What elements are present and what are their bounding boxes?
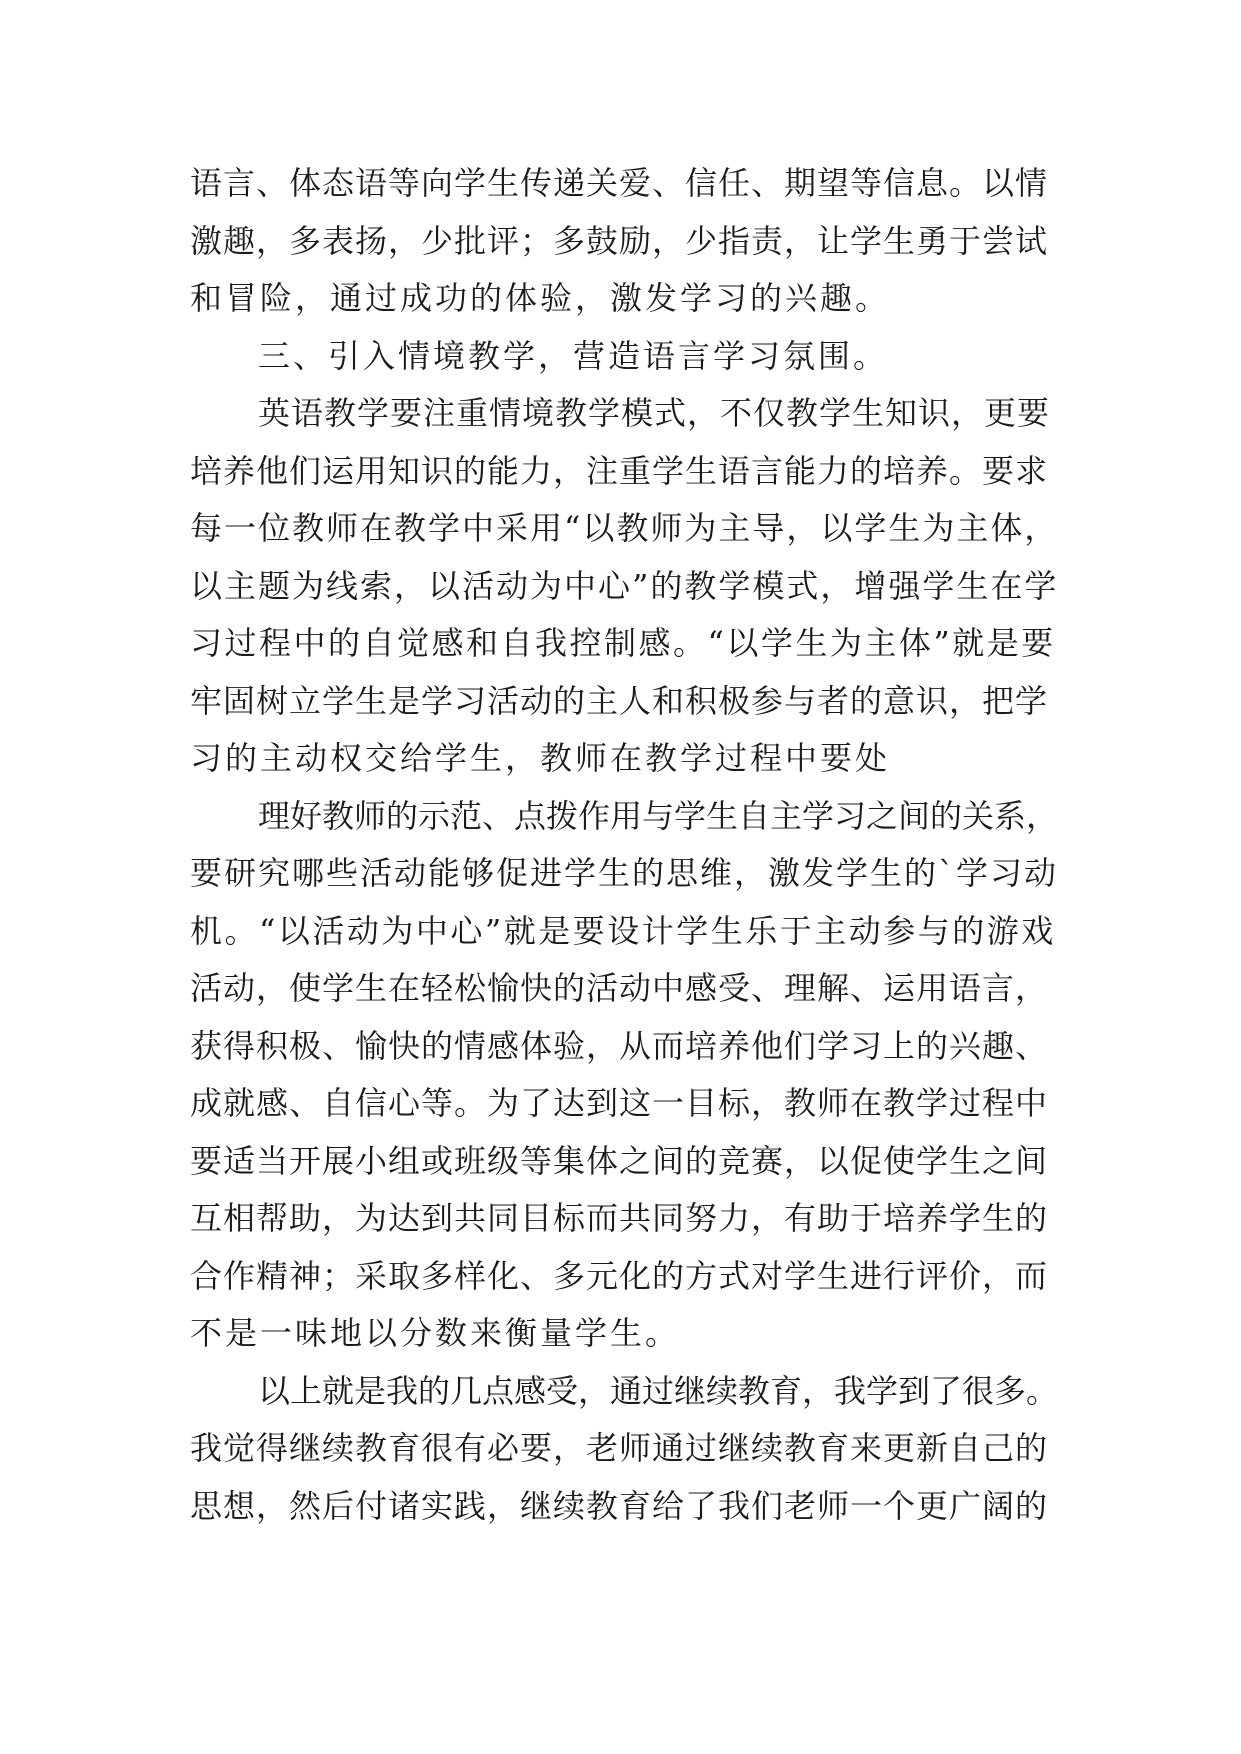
- text-line: 每一位教师在教学中采用“以教师为主导，以学生为主体，: [190, 509, 1059, 547]
- text-line: 英语教学要注重情境教学模式，不仅教学生知识，更要: [258, 394, 1051, 432]
- text-line: 培养他们运用知识的能力，注重学生语言能力的培养。要求: [190, 451, 1049, 490]
- document-body: [190, 155, 1060, 1535]
- text-line: 活动，使学生在轻松愉快的活动中感受、理解、运用语言，: [190, 969, 1049, 1007]
- text-line: 理好教师的示范、点拨作用与学生自主学习之间的关系，: [258, 796, 1059, 835]
- text-line: 以上就是我的几点感受，通过继续教育，我学到了很多。: [258, 1371, 1059, 1410]
- text-line: 合作精神；采取多样化、多元化的方式对学生进行评价，而: [190, 1256, 1049, 1295]
- text-line: 要研究哪些活动能够促进学生的思维，激发学生的`学习动: [190, 854, 1059, 892]
- text-line: 和冒险，通过成功的体验，激发学习的兴趣。: [190, 279, 891, 317]
- text-line: 我觉得继续教育很有必要，老师通过继续教育来更新自己的: [190, 1429, 1049, 1467]
- text-line: 获得积极、愉快的情感体验，从而培养他们学习上的兴趣、: [190, 1026, 1049, 1065]
- text-line: 不是一味地以分数来衡量学生。: [190, 1314, 681, 1352]
- text-line: 机。“以活动为中心”就是要设计学生乐于主动参与的游戏: [190, 911, 1056, 950]
- text-line: 习过程中的自觉感和自我控制感。“以学生为主体”就是要: [190, 624, 1056, 662]
- text-line: 互相帮助，为达到共同目标而共同努力，有助于培养学生的: [190, 1199, 1049, 1237]
- text-line: 激趣，多表扬，少批评；多鼓励，少指责，让学生勇于尝试: [190, 221, 1049, 260]
- text-line: 成就感、自信心等。为了达到这一目标，教师在教学过程中: [190, 1084, 1049, 1122]
- text-line: 要适当开展小组或班级等集体之间的竞赛，以促使学生之间: [190, 1141, 1049, 1180]
- text-line: 以主题为线索，以活动为中心”的教学模式，增强学生在学: [190, 566, 1059, 605]
- text-line: 思想，然后付诸实践，继续教育给了我们老师一个更广阔的: [190, 1486, 1049, 1525]
- text-line: 牢固树立学生是学习活动的主人和积极参与者的意识，把学: [190, 681, 1049, 720]
- text-line: 习的主动权交给学生，教师在教学过程中要处: [190, 739, 891, 777]
- text-line: 语言、体态语等向学生传递关爱、信任、期望等信息。以情: [190, 164, 1049, 202]
- section-heading: 三、引入情境教学，营造语言学习氛围。: [258, 336, 889, 375]
